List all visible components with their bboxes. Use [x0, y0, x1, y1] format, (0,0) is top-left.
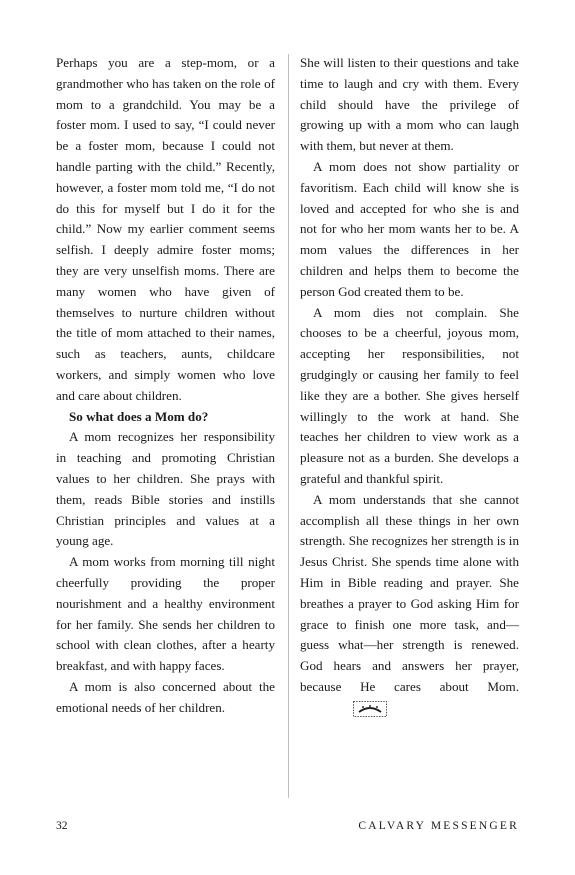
paragraph: A mom dies not complain. She chooses to be a cheerful, joyous mom, accepting her responsibilities, not grudgingly or causing her family to feel like they are a bother. She gives herself willingly to the work at hand. She teaches her children to view work as a pleasure not as a burden. She develops a grateful and thankful spirit. — [300, 304, 519, 486]
paragraph-text: A mom understands that she cannot accomplish all these things in her own strength. She recognizes her strength is in Jesus Christ. She spends time alone with Him in Bible reading and prayer. She breathes a prayer to God asking Him for grace to finish one more task, and—guess what—her strength is renewed. God hears and answers her prayer, because He cares about Mom. — [300, 491, 519, 694]
page-number: 32 — [56, 820, 68, 832]
last-paragraph — [300, 490, 519, 719]
left-column — [56, 53, 275, 719]
decorative-end-mark-icon — [340, 701, 374, 717]
column-divider — [288, 54, 289, 798]
paragraph: A mom recognizes her responsibility in teaching and promoting Christian values to her children. She prays with them, reads Bible stories and instills Christian principles and values at a young age. — [56, 429, 275, 549]
paragraph: Perhaps you are a step-mom, or a grandmother who has taken on the role of mom to a grandchild. You may be a foster mom. I used to say, “I could never be a foster mom, because I could not handle parting with the child.” Recently, however, a foster mom told me, “I do not do this for myself but I do it for the child.” Now my earlier comment seems selfish. I deeply admire foster moms; they are very unselfish moms. There are many women who have given of themselves to nurture children without the title of mom attached to their names, such as teachers, aunts, childcare workers, and simply women who love and care about children. — [56, 55, 275, 403]
right-column — [300, 53, 519, 719]
paragraph: She will listen to their questions and take time to laugh and cry with them. Every child should have the privilege of growing up with a mom who can laugh with them, but never at them. — [300, 55, 519, 154]
running-title: CALVARY MESSENGER — [358, 820, 519, 832]
subheading: So what does a Mom do? — [69, 408, 209, 424]
paragraph: A mom works from morning till night cheerfully providing the proper nourishment and a healthy environment for her family. She sends her children to school with clean clothes, after a hearty breakfast, and with happy faces. — [56, 554, 275, 674]
paragraph: A mom does not show partiality or favoritism. Each child will know she is loved and accepted for who she is and not for who her mom wants her to be. A mom values the differences in her children and helps them to become the person God created them to be. — [300, 158, 519, 299]
paragraph: A mom is also concerned about the emotional needs of her children. — [56, 678, 275, 715]
